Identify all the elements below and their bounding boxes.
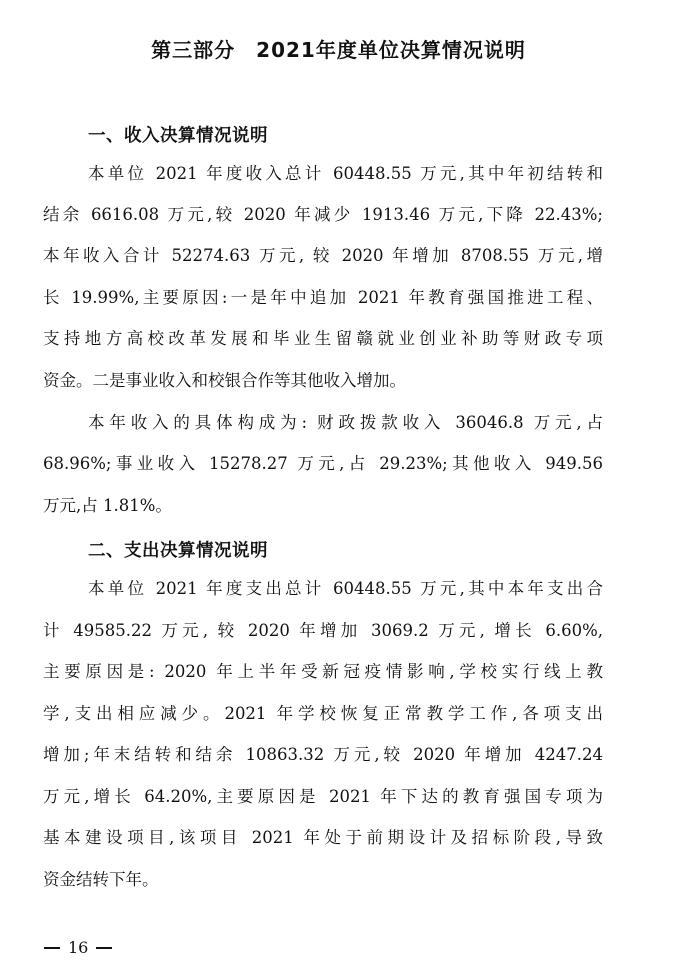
text-line: 万元,增长 64.20%,主要原因是 2021 年下达的教育强国专项为	[43, 787, 603, 806]
dash-right	[96, 947, 112, 949]
text-line: 基本建设项目,该项目 2021 年处于前期设计及招标阶段,导致	[43, 828, 603, 847]
text-line: 计 49585.22 万元, 较 2020 年增加 3069.2 万元, 增长 6.60%,	[43, 621, 603, 640]
text-line: 本年收入合计 52274.63 万元, 较 2020 年增加 8708.55 万元,增	[43, 246, 603, 265]
text-line: 主要原因是: 2020 年上半年受新冠疫情影响,学校实行线上教	[43, 662, 603, 681]
text-line: 本单位 2021 年度支出总计 60448.55 万元,其中本年支出合	[88, 579, 603, 598]
text-line: 长 19.99%,主要原因:一是年中追加 2021 年教育强国推进工程、	[43, 288, 603, 307]
text-line: 资金。二是事业收入和校银合作等其他收入增加。	[43, 371, 406, 390]
page-number: 16	[68, 938, 89, 957]
page-footer	[44, 938, 112, 957]
text-line: 结余 6616.08 万元,较 2020 年减少 1913.46 万元,下降 22.43%;	[43, 205, 603, 224]
page-title: 第三部分 2021年度单位决算情况说明	[151, 38, 526, 62]
text-line: 本单位 2021 年度收入总计 60448.55 万元,其中年初结转和	[88, 164, 603, 183]
text-line: 增加;年末结转和结余 10863.32 万元,较 2020 年增加 4247.24	[43, 745, 603, 764]
text-line: 支持地方高校改革发展和毕业生留赣就业创业补助等财政专项	[43, 329, 603, 348]
text-line: 68.96%;事业收入 15278.27 万元,占 29.23%;其他收入 949.56	[43, 454, 603, 473]
text-line: 学,支出相应减少。2021 年学校恢复正常教学工作,各项支出	[43, 704, 603, 723]
section-2-heading: 二、支出决算情况说明	[88, 541, 268, 561]
text-line: 资金结转下年。	[43, 870, 159, 889]
text-line: 本年收入的具体构成为: 财政拨款收入 36046.8 万元,占	[88, 413, 603, 432]
text-line: 万元,占 1.81%。	[43, 496, 172, 515]
dash-left	[44, 947, 60, 949]
section-1-heading: 一、收入决算情况说明	[88, 126, 268, 146]
